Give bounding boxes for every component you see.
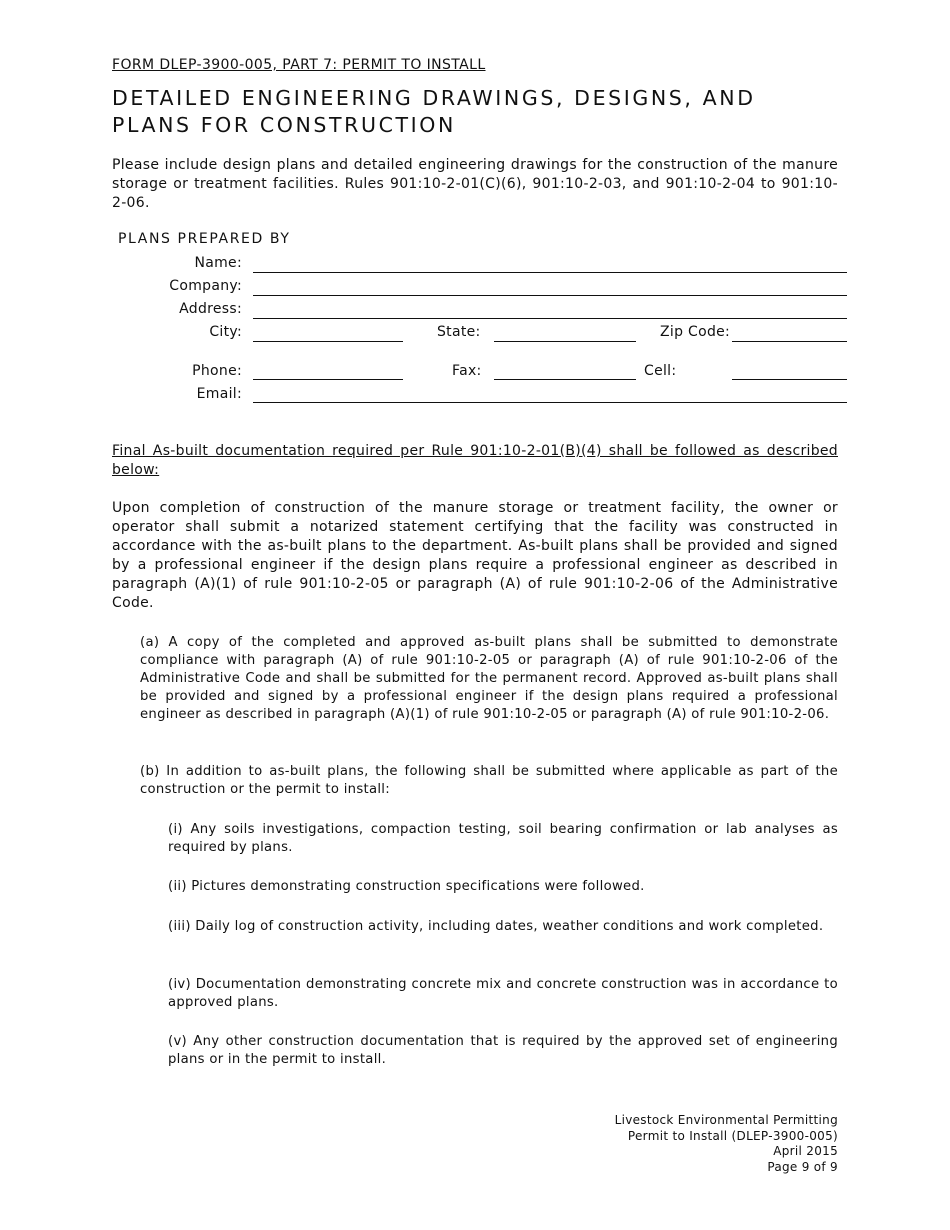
list-item-v: (v) Any other construction documentation that is required by the approved set of engineering plans or in the permit to install.	[168, 1034, 838, 1067]
phone-label: Phone:	[192, 363, 242, 379]
address-label: Address:	[179, 301, 242, 317]
cell-field[interactable]	[732, 379, 847, 380]
fax-label: Fax:	[452, 363, 482, 379]
footer-form: Permit to Install (DLEP-3900-005)	[627, 1128, 838, 1143]
list-item-a: (a) A copy of the completed and approved as-built plans shall be submitted to demonstrate compliance with paragraph (A) of rule 901:10-2-05 or paragraph (A) of rule 901:10-2-06 of the Administrative Code and shall be submitted for the permanent record. Approved as-built plans shall be provided and signed by a professional engineer if the design plans required a professional engineer as described in paragraph (A)(1) of rule 901:10-2-05 or paragraph (A) of rule 901:10-2-06.	[140, 635, 838, 722]
zip-code-label: Zip Code:	[660, 324, 731, 340]
footer-program: Livestock Environmental Permitting	[614, 1113, 838, 1127]
plans-prepared-by-heading: PLANS PREPARED BY	[118, 231, 291, 247]
list-item-ii: (ii) Pictures demonstrating construction specifications were followed.	[168, 879, 645, 894]
footer-page-number: Page 9 of 9	[767, 1159, 838, 1174]
state-field[interactable]	[494, 341, 636, 342]
page-footer	[615, 1113, 838, 1175]
email-field[interactable]	[253, 402, 847, 403]
email-label: Email:	[196, 386, 242, 402]
list-item-iv: (iv) Documentation demonstrating concrete mix and concrete construction was in accordance to approved plans.	[168, 977, 838, 1010]
city-field[interactable]	[253, 341, 403, 342]
state-label: State:	[437, 324, 481, 340]
final-as-built-heading: Final As-built documentation required per Rule 901:10-2-01(B)(4) shall be followed as described below:	[112, 443, 838, 478]
intro-paragraph: Please include design plans and detailed engineering drawings for the construction of the manure storage or treatment facilities. Rules 901:10-2-01(C)(6), 901:10-2-03, and 901:10-2-04 to 901:10-2-06.	[112, 157, 838, 211]
zip-code-field[interactable]	[732, 341, 847, 342]
address-field[interactable]	[253, 318, 847, 319]
cell-label: Cell:	[644, 363, 677, 379]
name-field[interactable]	[253, 272, 847, 273]
company-field[interactable]	[253, 295, 847, 296]
phone-field[interactable]	[253, 379, 403, 380]
company-label: Company:	[169, 278, 242, 294]
footer-date: April 2015	[773, 1144, 838, 1158]
completion-paragraph: Upon completion of construction of the manure storage or treatment facility, the owner or operator shall submit a notarized statement certifying that the facility was constructed in accordance with the as-built plans to the department. As-built plans shall be provided and signed by a professional engineer if the design plans require a professional engineer as described in paragraph (A)(1) of rule 901:10-2-05 or paragraph (A) of rule 901:10-2-06 of the Administrative Code.	[112, 500, 838, 611]
page-title: DETAILED ENGINEERING DRAWINGS, DESIGNS, AND PLANS FOR CONSTRUCTION	[112, 86, 756, 137]
form-identifier: FORM DLEP-3900-005, PART 7: PERMIT TO INSTALL	[112, 57, 486, 73]
city-label: City:	[209, 324, 242, 340]
name-label: Name:	[194, 255, 242, 271]
list-item-iii: (iii) Daily log of construction activity, including dates, weather conditions and work completed.	[168, 919, 824, 934]
list-item-i: (i) Any soils investigations, compaction testing, soil bearing confirmation or lab analyses as required by plans.	[168, 822, 838, 855]
fax-field[interactable]	[494, 379, 636, 380]
list-item-b: (b) In addition to as-built plans, the following shall be submitted where applicable as part of the construction or the permit to install:	[140, 764, 838, 797]
